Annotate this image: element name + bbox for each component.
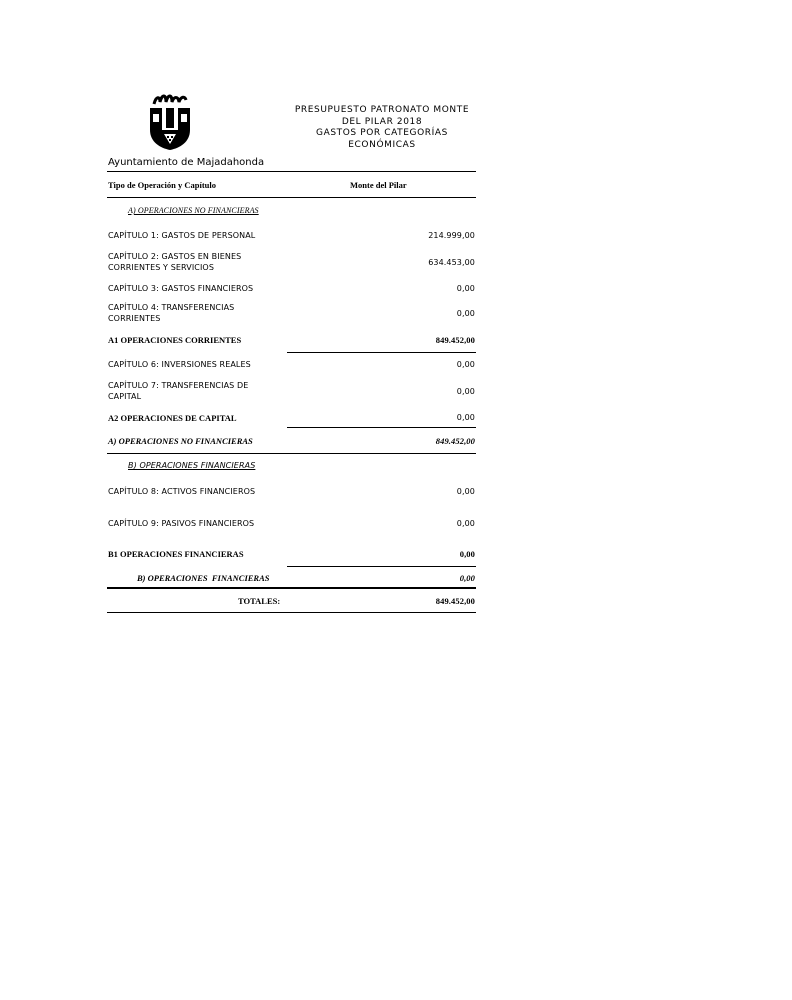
row-value: 0,00 [456,360,475,369]
divider [287,352,476,353]
row-label-line: CORRIENTES Y SERVICIOS [108,262,214,272]
row-value: 0,00 [456,284,475,293]
row-value: 0,00 [456,487,475,496]
row-label [108,381,248,402]
row-label [108,303,234,324]
divider [107,612,476,613]
row-value: 0,00 [456,309,475,318]
divider-thick [107,587,476,589]
row-label: CAPÍTULO 6: INVERSIONES REALES [108,360,251,369]
total-label: B) OPERACIONES FINANCIERAS [137,573,270,583]
subtotal-value: 849.452,00 [435,335,475,345]
subtotal-label: A2 OPERACIONES DE CAPITAL [108,413,237,423]
row-value: 0,00 [456,519,475,528]
divider [287,427,476,428]
divider [107,453,476,454]
row-value: 214.999,00 [428,231,475,240]
divider [107,171,476,172]
row-label-line: CORRIENTES [108,313,161,323]
subtotal-value: 0,00 [456,413,475,422]
row-label: CAPÍTULO 3: GASTOS FINANCIEROS [108,284,254,293]
row-label: CAPÍTULO 9: PASIVOS FINANCIEROS [108,519,255,528]
subtotal-value: 0,00 [459,549,475,559]
report-title [286,105,478,151]
subtotal-label: B1 OPERACIONES FINANCIERAS [108,549,244,559]
row-value: 0,00 [456,387,475,396]
total-label: A) OPERACIONES NO FINANCIERAS [108,436,253,446]
total-value: 849.452,00 [435,436,475,446]
row-label-line: CAPITAL [108,391,142,401]
row-label-line: CAPÍTULO 7: TRANSFERENCIAS DE [108,381,249,390]
title-line: DEL PILAR 2018 [341,116,423,127]
row-label [108,252,241,273]
total-value: 0,00 [459,573,475,583]
row-label-line: CAPÍTULO 2: GASTOS EN BIENES [108,252,242,261]
section-heading-b: B) OPERACIONES FINANCIERAS [128,461,256,470]
divider [107,197,476,198]
title-line: GASTOS POR CATEGORÍAS [316,128,448,138]
column-header-entity: Monte del Pilar [350,180,407,190]
majadahonda-logo [148,92,192,152]
row-value: 634.453,00 [428,258,475,267]
row-label-line: CAPÍTULO 4: TRANSFERENCIAS [108,303,235,312]
subtotal-label: A1 OPERACIONES CORRIENTES [108,335,242,345]
section-heading-a: A) OPERACIONES NO FINANCIERAS [128,206,259,215]
column-header-type: Tipo de Operación y Capítulo [108,180,216,190]
title-line: ECONÓMICAS [348,139,416,150]
grand-total-label: TOTALES: [238,596,281,606]
grand-total-value: 849.452,00 [435,596,475,606]
divider [287,566,476,567]
organization-name: Ayuntamiento de Majadahonda [108,157,265,168]
row-label: CAPÍTULO 8: ACTIVOS FINANCIEROS [108,487,256,496]
row-label: CAPÍTULO 1: GASTOS DE PERSONAL [108,231,256,240]
title-line: PRESUPUESTO PATRONATO MONTE [294,105,470,115]
